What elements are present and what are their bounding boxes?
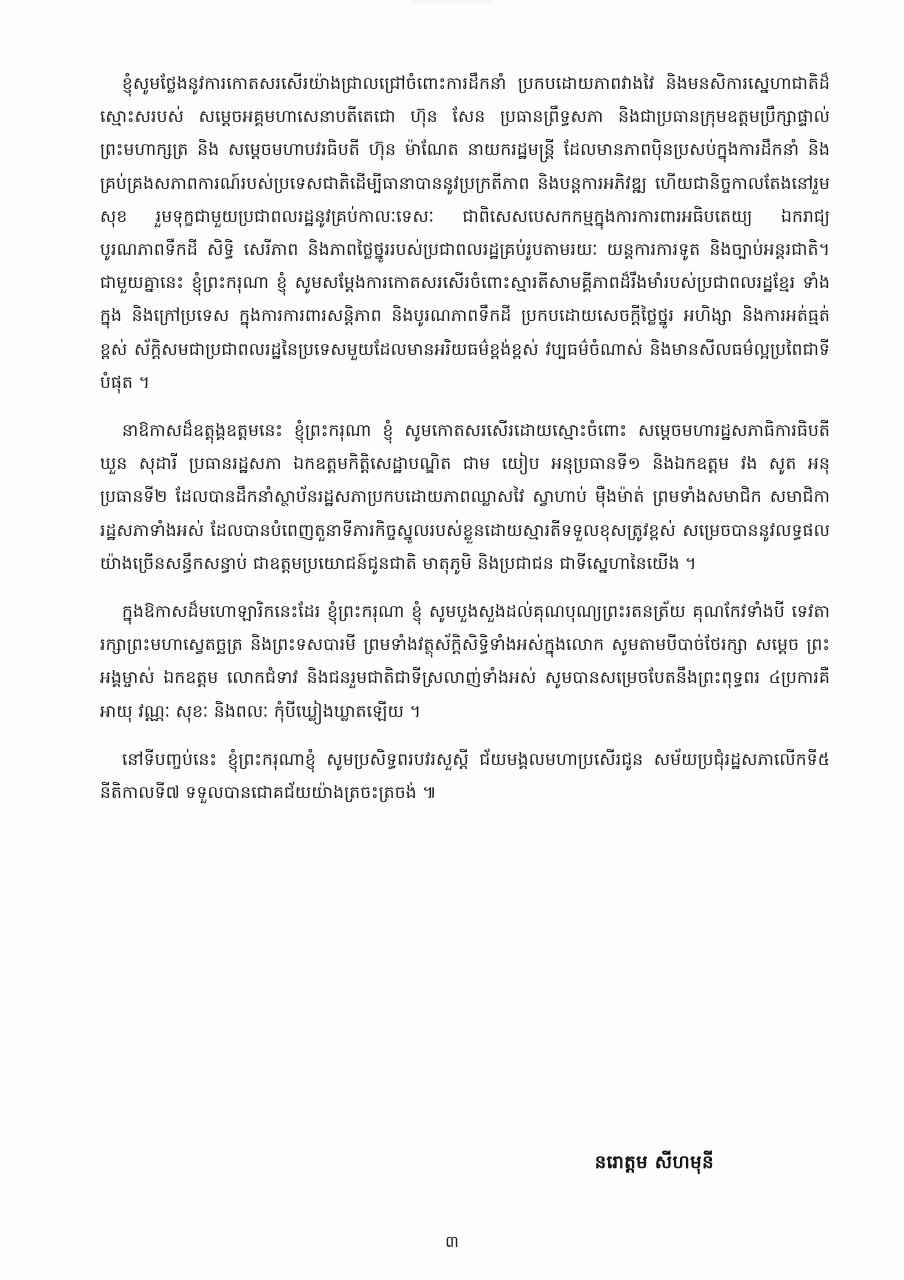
document-body <box>100 68 830 810</box>
paragraph-4: នៅទីបញ្ចប់នេះ ខ្ញុំព្រះករុណាខ្ញុំ សូមប្រសិទ្ធពរបវរសួស្តី ជ័យមង្គលមហាប្រសើរជូន សម័យប្រជុំរដ្ឋសភាលើកទី៥ នីតិកាលទី៧ ទទួលបានជោគជ័យយ៉ាងត្រចះត្រចង់ ៕ <box>100 749 830 804</box>
paragraph-2: នាឱកាសដ៏ឧត្តុង្គឧត្តមនេះ ខ្ញុំព្រះករុណា ខ្ញុំ សូមកោតសរសើរដោយស្មោះចំពោះ សម្តេចមហារដ្ឋសភាធិការធិបតី ឃួន សុដារី ប្រធានរដ្ឋសភា ឯកឧត្តមកិត្តិសេដ្ឋាបណ្ឌិត ជាម យៀប អនុប្រធានទី១ និងឯកឧត្តម វង សូត អនុប្រធានទី២ ដែលបានដឹកនាំស្ថាប័នរដ្ឋសភាប្រកបដោយភាពឈ្លាសវៃ ស្វាហាប់ ម៉ឺងម៉ាត់ ព្រមទាំងសមាជិក សមាជិការដ្ឋសភាទាំងអស់ ដែលបានបំពេញតួនាទីភារកិច្ចស្នូលរបស់ខ្លួនដោយស្មារតីទទួលខុសត្រូវខ្ពស់ សម្រេចបាននូវលទ្ធផលយ៉ាងច្រើនសន្ធឹកសន្ធាប់ ជាឧត្តមប្រយោជន៍ជូនជាតិ មាតុភូមិ និងប្រជាជន ជាទីស្នេហានៃយើង ។ <box>100 421 830 574</box>
paragraph-3: ក្នុងឱកាសដ៏មហោឡារិកនេះដែរ ខ្ញុំព្រះករុណា ខ្ញុំ សូមបួងសួងដល់គុណបុណ្យព្រះរតនត្រ័យ គុណកែវទាំងបី ទេវតារក្សាព្រះមហាស្វេតច្ឆត្រ និងព្រះទសបារមី ព្រមទាំងវត្ថុស័ក្តិសិទ្ធិទាំងអស់ក្នុងលោក សូមតាមបីបាច់ថែរក្សា សម្តេច ព្រះអង្គម្ចាស់ ឯកឧត្តម លោកជំទាវ និងជនរួមជាតិជាទីស្រលាញ់ទាំងអស់ សូមបានសម្រេចបែតនឹងព្រះពុទ្ធពរ ៤ប្រការគឺ អាយុ វណ្ណៈ សុខៈ និងពលៈ កុំបីឃ្លៀងឃ្លាតឡើយ ។ <box>100 602 830 722</box>
signature-name: នរោត្តម សីហមុនី <box>594 1152 714 1173</box>
page-fold-shadow <box>412 0 492 6</box>
paragraph-1: ខ្ញុំសូមថ្លែងនូវការកោតសរសើរយ៉ាងជ្រាលជ្រៅចំពោះការដឹកនាំ ប្រកបដោយភាពវាងវៃ និងមនសិការស្នេហាជាតិដ៏ស្មោះសរបស់ សម្តេចអគ្គមហាសេនាបតីតេជោ ហ៊ុន សែន ប្រធានព្រឹទ្ធសភា និងជាប្រធានក្រុមឧត្តមប្រឹក្សាផ្ទាល់ព្រះមហាក្សត្រ និង សម្តេចមហាបវរធិបតី ហ៊ុន ម៉ាណែត នាយករដ្ឋមន្ត្រី ដែលមានភាពប៉ិនប្រសប់ក្នុងការដឹកនាំ និងគ្រប់គ្រងសភាពការណ៍របស់ប្រទេសជាតិដើម្បីធានាបាននូវប្រក្រតីភាព និងបន្តការអភិវឌ្ឍ ហើយជានិច្ចកាលតែងនៅរួមសុខ រួមទុក្ខជាមួយប្រជាពលរដ្ឋនូវគ្រប់កាលៈទេសៈ ជាពិសេសបេសកកម្មក្នុងការការពារអធិបតេយ្យ ឯករាជ្យ បូរណភាពទឹកដី សិទ្ធិ សេរីភាព និងភាពថ្លៃថ្នូររបស់ប្រជាពលរដ្ឋគ្រប់រូបតាមរយៈ យន្តការការទូត និងច្បាប់អន្តរជាតិ។ ជាមួយគ្នានេះ ខ្ញុំព្រះករុណា ខ្ញុំ សូមសម្តែងការកោតសរសើរចំពោះស្មារតីសាមគ្គីភាពដ៏រឹងមាំរបស់ប្រជាពលរដ្ឋខ្មែរ ទាំងក្នុង និងក្រៅប្រទេស ក្នុងការការពារសន្តិភាព និងបូរណភាពទឹកដី ប្រកបដោយសេចក្តីថ្លៃថ្នូរ អហិង្សា និងការអត់ធ្មត់ខ្ពស់ ស័ក្តិសមជាប្រជាពលរដ្ឋនៃប្រទេសមួយដែលមានអរិយធម៌ខ្ពង់ខ្ពស់ វប្បធម៌ចំណាស់ និងមានសីលធម៌ល្អប្រពៃជាទីបំផុត ។ <box>100 74 830 393</box>
page-number: ៣ <box>445 1232 459 1251</box>
